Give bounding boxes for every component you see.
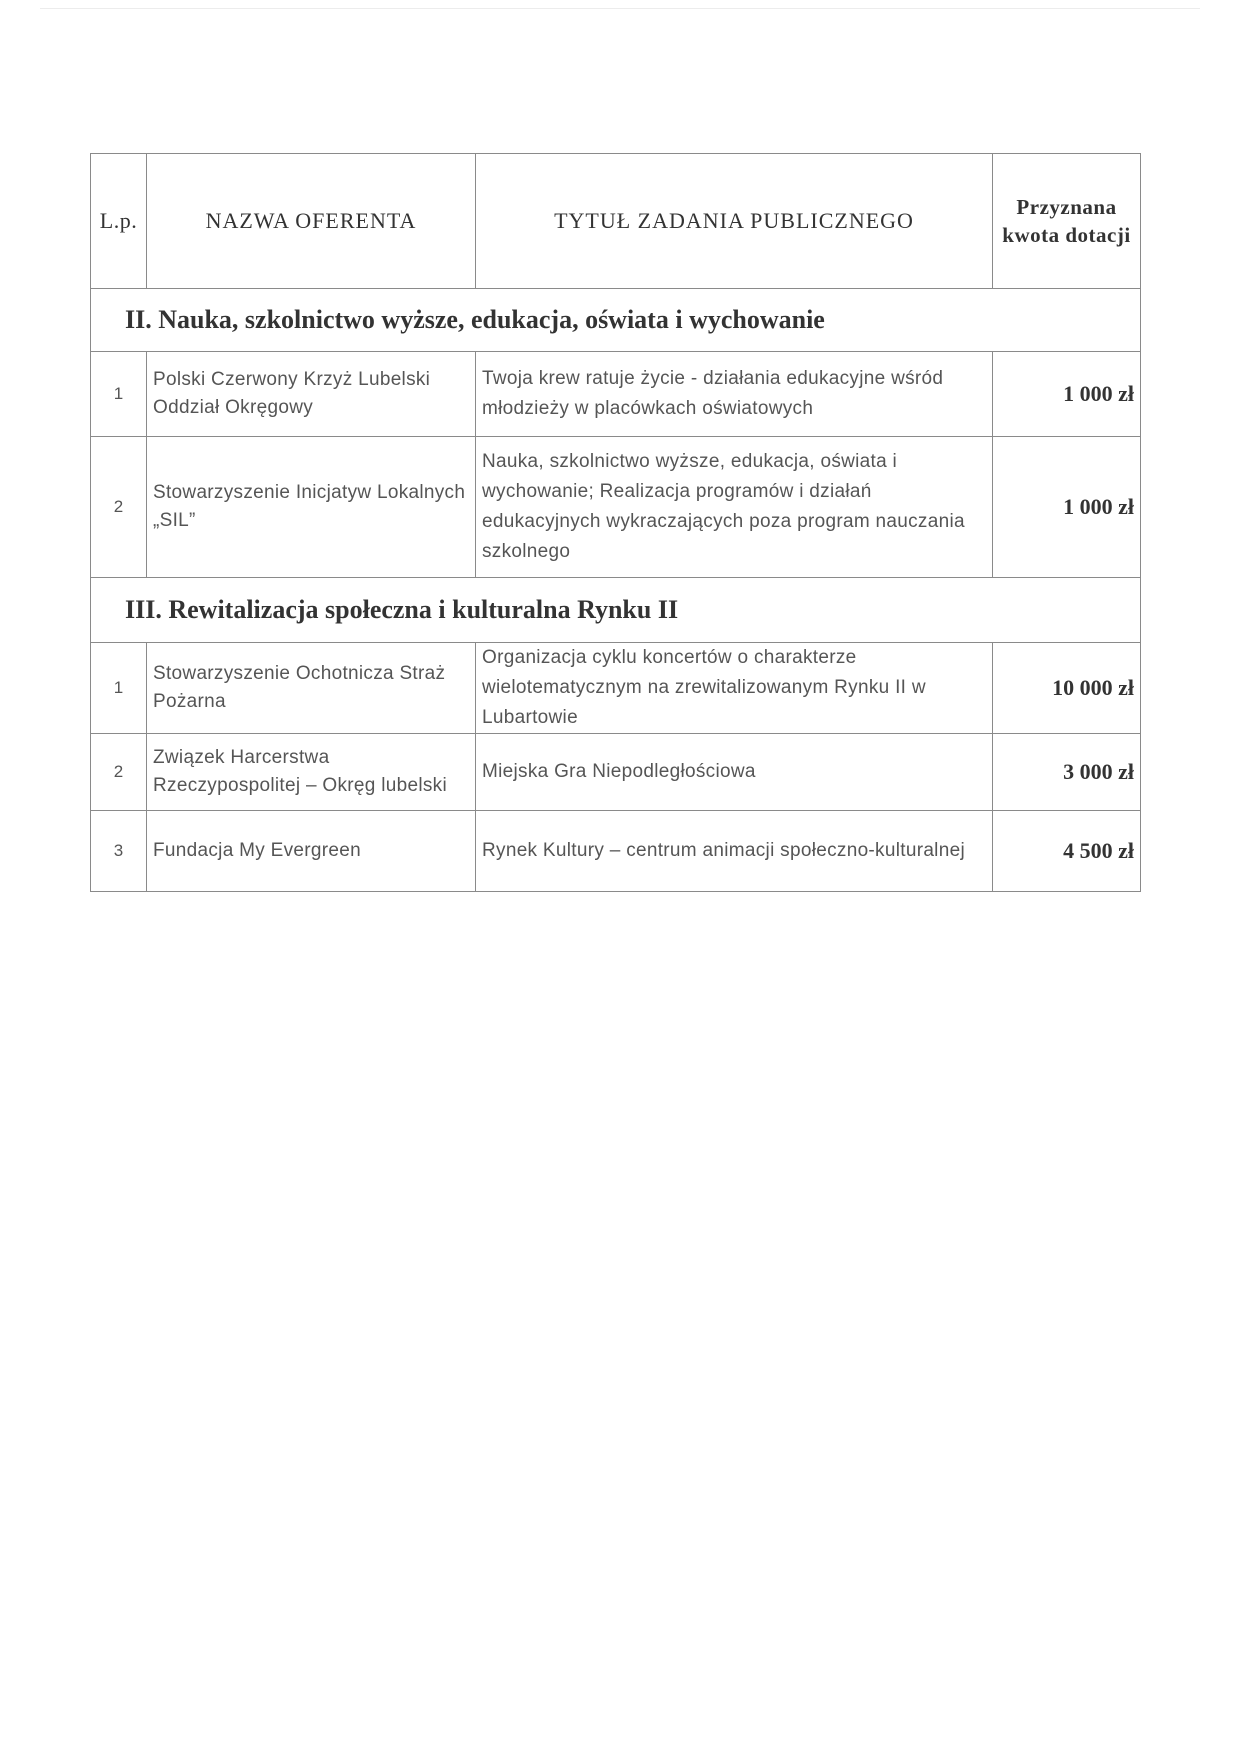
row-name: Fundacja My Evergreen bbox=[147, 811, 476, 892]
row-name: Stowarzyszenie Ochotnicza Straż Pożarna bbox=[147, 643, 476, 734]
scan-edge-line bbox=[40, 8, 1200, 9]
header-lp: L.p. bbox=[91, 154, 147, 289]
row-name: Związek Harcerstwa Rzeczypospolitej – Okręg lubelski bbox=[147, 734, 476, 811]
grants-table bbox=[90, 153, 1141, 892]
section-heading-row bbox=[91, 289, 1141, 352]
row-name: Stowarzyszenie Inicjatyw Lokalnych „SIL” bbox=[147, 437, 476, 578]
row-lp: 1 bbox=[91, 352, 147, 437]
row-lp: 3 bbox=[91, 811, 147, 892]
row-amount: 3 000 zł bbox=[993, 734, 1141, 811]
header-title: TYTUŁ ZADANIA PUBLICZNEGO bbox=[476, 154, 993, 289]
table-row bbox=[91, 437, 1141, 578]
section-heading: II. Nauka, szkolnictwo wyższe, edukacja, oświata i wychowanie bbox=[91, 289, 1141, 352]
row-title: Nauka, szkolnictwo wyższe, edukacja, oświata i wychowanie; Realizacja programów i działań edukacyjnych wykraczających poza program nauczania szkolnego bbox=[476, 437, 993, 578]
section-heading-row bbox=[91, 578, 1141, 643]
row-title: Miejska Gra Niepodległościowa bbox=[476, 734, 993, 811]
row-amount: 10 000 zł bbox=[993, 643, 1141, 734]
row-amount: 1 000 zł bbox=[993, 352, 1141, 437]
table-header-row bbox=[91, 154, 1141, 289]
section-heading: III. Rewitalizacja społeczna i kulturalna Rynku II bbox=[91, 578, 1141, 643]
row-title: Organizacja cyklu koncertów o charakterze wielotematycznym na zrewitalizowanym Rynku II w Lubartowie bbox=[476, 643, 993, 734]
row-title: Rynek Kultury – centrum animacji społeczno-kulturalnej bbox=[476, 811, 993, 892]
table-row bbox=[91, 352, 1141, 437]
row-title: Twoja krew ratuje życie - działania edukacyjne wśród młodzieży w placówkach oświatowych bbox=[476, 352, 993, 437]
table-row bbox=[91, 734, 1141, 811]
header-amount: Przyznana kwota dotacji bbox=[993, 154, 1141, 289]
row-amount: 1 000 zł bbox=[993, 437, 1141, 578]
row-lp: 2 bbox=[91, 734, 147, 811]
table-row bbox=[91, 643, 1141, 734]
row-lp: 2 bbox=[91, 437, 147, 578]
table-row bbox=[91, 811, 1141, 892]
header-name: NAZWA OFERENTA bbox=[147, 154, 476, 289]
row-name: Polski Czerwony Krzyż Lubelski Oddział Okręgowy bbox=[147, 352, 476, 437]
row-amount: 4 500 zł bbox=[993, 811, 1141, 892]
row-lp: 1 bbox=[91, 643, 147, 734]
